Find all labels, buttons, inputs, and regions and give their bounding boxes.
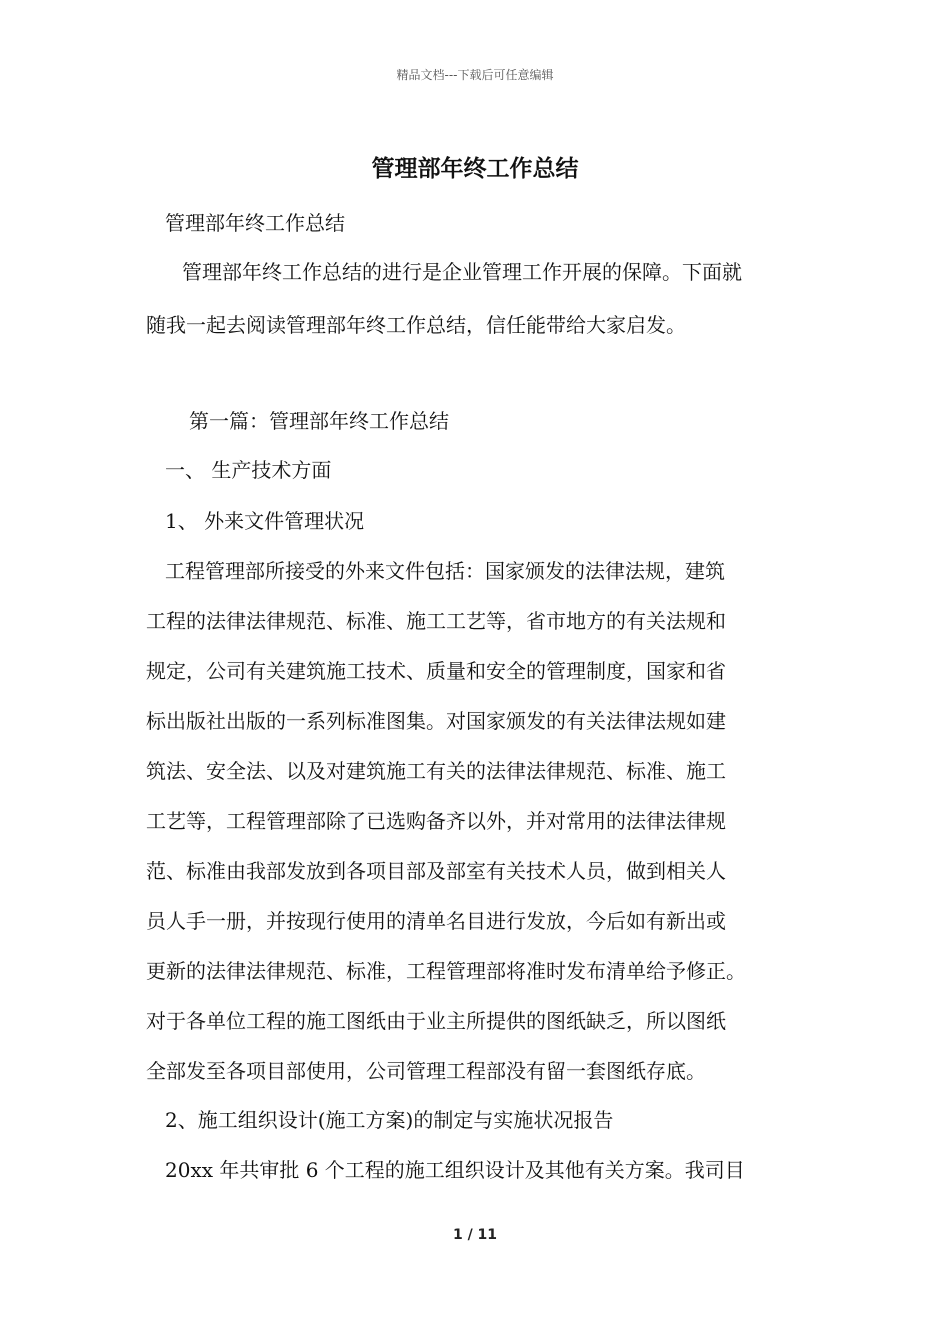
item-heading-2: 2、施工组织设计(施工方案)的制定与实施状况报告 [165,1108,614,1132]
body-line-2: 工程的法律法律规范、标准、施工工艺等，省市地方的有关法规和 [146,609,726,633]
body-line-10: 对于各单位工程的施工图纸由于业主所提供的图纸缺乏，所以图纸 [146,1009,726,1033]
document-title: 管理部年终工作总结 [371,155,579,182]
intro-line-2: 随我一起去阅读管理部年终工作总结，信任能带给大家启发。 [146,313,686,337]
page-number: 1 / 11 [452,1227,498,1243]
body-line-1: 工程管理部所接受的外来文件包括：国家颁发的法律法规，建筑 [165,559,725,583]
section-heading: 第一篇：管理部年终工作总结 [189,409,449,433]
body-line-6: 工艺等，工程管理部除了已选购备齐以外，并对常用的法律法律规 [146,809,726,833]
subtitle-line: 管理部年终工作总结 [165,211,345,235]
intro-line-1: 管理部年终工作总结的进行是企业管理工作开展的保障。下面就 [182,260,742,284]
body-line-12: 20xx 年共审批 6 个工程的施工组织设计及其他有关方案。我司目 [165,1158,745,1182]
body-line-3: 规定，公司有关建筑施工技术、质量和安全的管理制度，国家和省 [146,659,726,683]
body-line-5: 筑法、安全法、以及对建筑施工有关的法律法律规范、标准、施工 [146,759,726,783]
body-line-11: 全部发至各项目部使用，公司管理工程部没有留一套图纸存底。 [146,1059,706,1083]
body-line-4: 标出版社出版的一系列标准图集。对国家颁发的有关法律法规如建 [146,709,726,733]
page-header: 精品文档---下载后可任意编辑 [396,68,554,82]
body-line-8: 员人手一册，并按现行使用的清单名目进行发放，今后如有新出或 [146,909,726,933]
subsection-heading-1: 一、 生产技术方面 [165,458,332,482]
body-line-7: 范、标准由我部发放到各项目部及部室有关技术人员，做到相关人 [146,859,726,883]
body-line-9: 更新的法律法律规范、标准，工程管理部将准时发布清单给予修正。 [146,959,746,983]
item-heading-1: 1、 外来文件管理状况 [165,509,365,533]
